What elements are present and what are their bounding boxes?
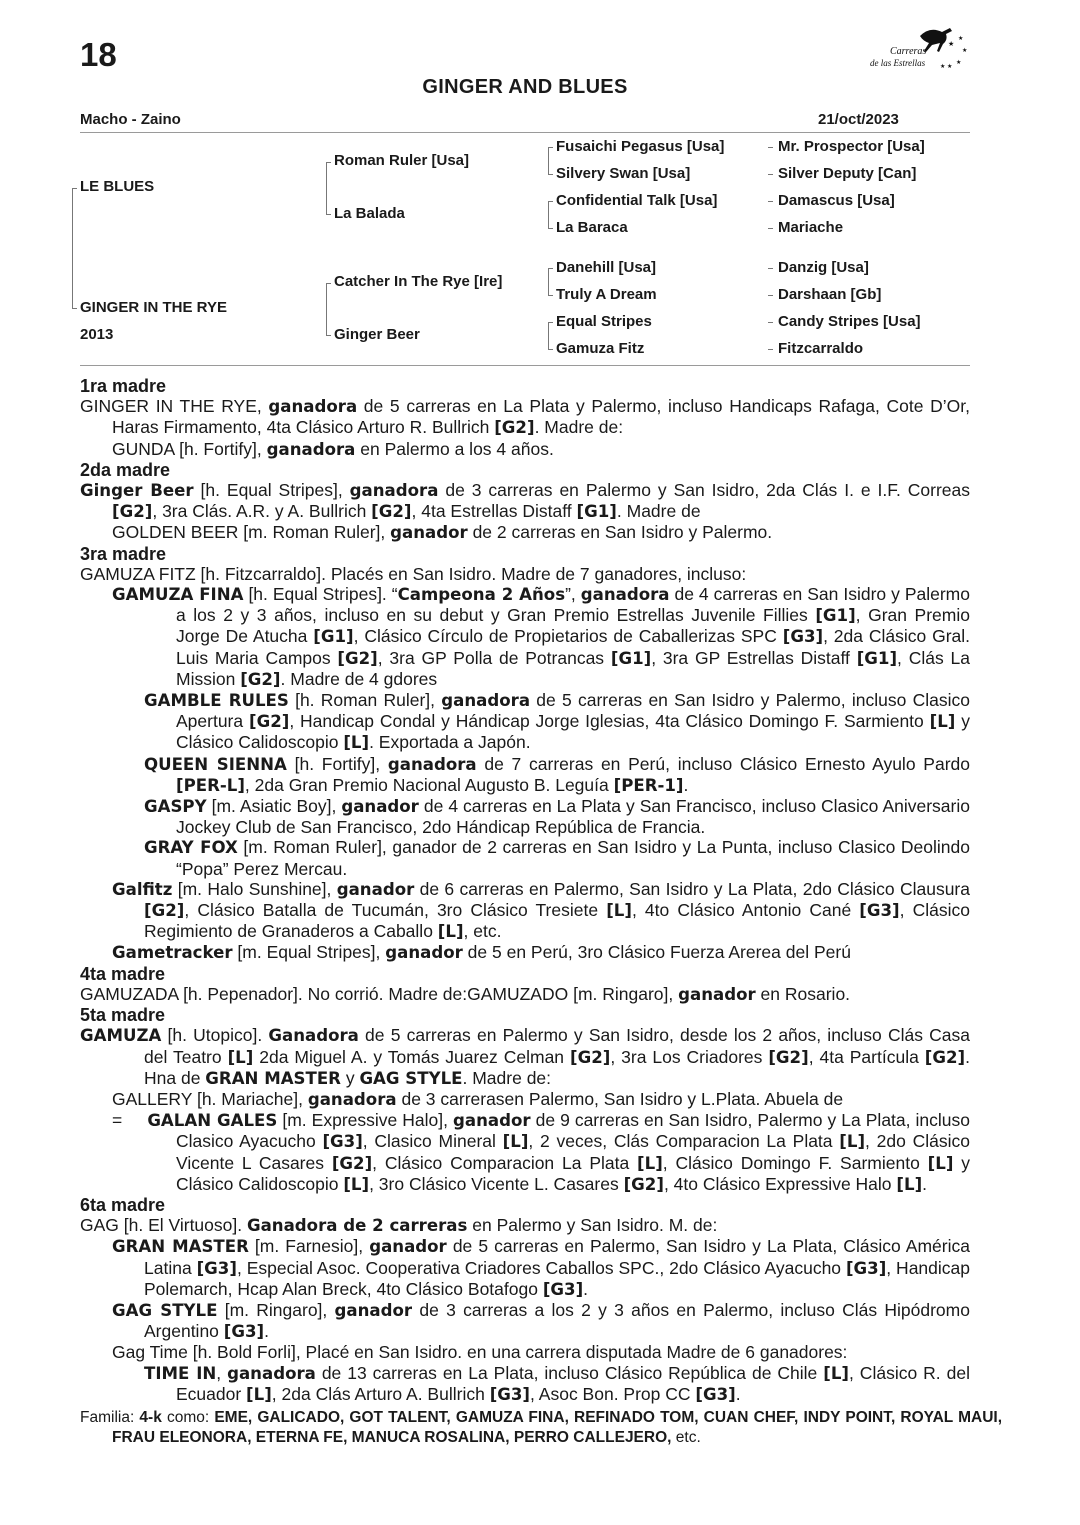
svg-text:★ ★: ★ ★ <box>940 64 953 70</box>
section-heading: 2da madre <box>80 459 171 480</box>
divider-bottom <box>80 365 970 366</box>
horse-name: GINGER AND BLUES <box>422 76 628 98</box>
paragraph: Gag Time [h. Bold Forli], Placé en San Isidro. en una carrera disputada Madre de 6 ganadores: <box>112 1342 848 1363</box>
family-como: como: <box>166 1409 210 1426</box>
gen4-4: Mariache <box>778 219 844 236</box>
gen4-7: Candy Stripes [Usa] <box>778 313 921 330</box>
paragraph: GAG [h. El Virtuoso]. Ganadora de 2 carreras en Palermo y San Isidro. M. de: <box>80 1215 718 1236</box>
gen3-2: Silvery Swan [Usa] <box>556 165 691 182</box>
bracket-gen3b <box>548 201 553 229</box>
bracket-gen3d <box>548 322 553 350</box>
svg-text:★: ★ <box>948 41 955 48</box>
gen4-3: Damascus [Usa] <box>778 192 895 209</box>
family-note <box>80 1408 1002 1448</box>
dam: GINGER IN THE RYE <box>80 299 227 316</box>
paragraph: GRAN MASTER [m. Farnesio], ganador de 5 carreras en Palermo, San Isidro y La Plata, Clásico América Latina [G3], Especial Asoc. Cooperativa Criadores Caballos SPC., 2do Clásico Ayacucho [G3], Handicap Polemarch, Hcap Alan Breck, 4to Clásico Botafogo [G3]. <box>112 1236 971 1299</box>
carreras-estrellas-logo <box>858 24 976 74</box>
sex-color: Macho - Zaino <box>80 111 181 128</box>
gen4-6: Darshaan [Gb] <box>778 286 882 303</box>
paragraph: Ginger Beer [h. Equal Stripes], ganadora de 3 carreras en Palermo y San Isidro, 2da Clás I. e I.F. Correas [G2], 3ra Clás. A.R. y A. Bullrich [G2], 4ta Estrellas Distaff [G1]. Madre de <box>80 480 970 522</box>
gen3-5: Danehill [Usa] <box>556 259 657 276</box>
gen4-2: Silver Deputy [Can] <box>778 165 917 182</box>
paragraph: GAG STYLE [m. Ringaro], ganador de 3 carreras a los 2 y 3 años en Palermo, incluso Clás Hipódromo Argentino [G3]. <box>112 1299 970 1342</box>
paragraph: GALLERY [h. Mariache], ganadora de 3 carrerasen Palermo, San Isidro y L.Plata. Abuela de <box>112 1088 844 1109</box>
svg-text:de las Estrellas: de las Estrellas <box>870 58 926 68</box>
paragraph: GAMUZA [h. Utopico]. Ganadora de 5 carreras en Palermo y San Isidro, desde los 2 años, incluso Clás Casa del Teatro [L] 2da Miguel A. y Tomás Juarez Celman [G2], 3ra Los Criadores [G2], 4ta Partícula [G2]. Hna de GRAN MASTER y GAG STYLE. Madre de: <box>80 1025 970 1088</box>
svg-text:Carreras: Carreras <box>890 46 927 57</box>
bracket-gen3a <box>548 147 553 175</box>
paragraph: Galfitz [m. Halo Sunshine], ganador de 6 carreras en Palermo, San Isidro y La Plata, 2do Clásico Clausura [G2], Clásico Batalla de Tucumán, 3ro Clásico Tresiete [L], 4to Clásico Antonio Cané [G3], Clásico Regimiento de Granaderos a Caballo [L], etc. <box>112 878 970 942</box>
divider-top <box>80 132 970 133</box>
sire: LE BLUES <box>80 178 155 195</box>
family-code: 4-k <box>139 1409 162 1426</box>
dam-dam: Ginger Beer <box>334 326 420 343</box>
bracket-gen1 <box>72 188 77 309</box>
dam-year: 2013 <box>80 326 114 343</box>
paragraph: GASPY [m. Asiatic Boy], ganador de 4 carreras en La Plata y San Francisco, incluso Clasico Aniversario Jockey Club de San Francisco, 2do Hándicap República de Francia. <box>144 796 970 838</box>
page-number: 18 <box>80 36 117 73</box>
paragraph: GAMUZADA [h. Pepenador]. No corrió. Madre de:GAMUZADO [m. Ringaro], ganador en Rosario. <box>80 983 851 1004</box>
gen4-1: Mr. Prospector [Usa] <box>778 138 925 155</box>
paragraph: GAMBLE RULES [h. Roman Ruler], ganadora de 5 carreras en San Isidro y Palermo, incluso Clasico Apertura [G2], Handicap Condal y Hándicap Jorge Iglesias, 4ta Clásico Domingo F. Sarmiento [L] y Clásico Calidoscopio [L]. Exportada a Japón. <box>144 690 971 753</box>
svg-text:★: ★ <box>956 60 962 66</box>
section-heading: 1ra madre <box>80 376 167 396</box>
bracket-gen3c <box>548 268 553 296</box>
gen4-8: Fitzcarraldo <box>778 340 864 357</box>
dam-sire: Catcher In The Rye [Ire] <box>334 273 503 290</box>
gen3-3: Confidential Talk [Usa] <box>556 192 718 209</box>
gen3-4: La Baraca <box>556 219 628 236</box>
paragraph: GAMUZA FINA [h. Equal Stripes]. “Campeona 2 Años”, ganadora de 4 carreras en San Isidro y Palermo a los 2 y 3 años, incluso en su debut y Gran Premio Estrellas Juvenile Fillies [G1], Gran Premio Jorge De Atucha [G1], Clásico Círculo de Propietarios de Caballerizas SPC [G3], 2da Clásico Gral. Luis Maria Campos [G2], 3ra GP Polla de Potrancas [G1], 3ra GP Estrellas Distaff [G1], Clás La Mission [G2]. Madre de 4 gdores <box>112 584 971 689</box>
date: 21/oct/2023 <box>818 111 899 128</box>
section-heading: 5ta madre <box>80 1005 166 1026</box>
paragraph: GINGER IN THE RYE, ganadora de 5 carreras en La Plata y Palermo, incluso Handicaps Rafaga, Cote D’Or, Haras Firmamento, 4ta Clásico Arturo R. Bullrich [G2]. Madre de: <box>80 396 970 438</box>
gen3-8: Gamuza Fitz <box>556 340 645 357</box>
sire-sire: Roman Ruler [Usa] <box>334 152 470 169</box>
family-label: Familia: <box>80 1409 135 1426</box>
bracket-gen2a <box>326 162 331 215</box>
paragraph: GAMUZA FITZ [h. Fitzcarraldo]. Placés en San Isidro. Madre de 7 ganadores, incluso: <box>80 563 747 584</box>
svg-text:★: ★ <box>958 36 964 42</box>
section-heading: 4ta madre <box>80 963 166 984</box>
paragraph: QUEEN SIENNA [h. Fortify], ganadora de 7 carreras en Perú, incluso Clásico Ernesto Ayulo Pardo [PER-L], 2da Gran Premio Nacional Augusto B. Leguía [PER-1]. <box>144 753 970 795</box>
gen3-6: Truly A Dream <box>556 286 657 303</box>
paragraph: = GALAN GALES [m. Expressive Halo], ganador de 9 carreras en San Isidro, Palermo y La Plata, incluso Clasico Ayacucho [G3], Clasico Mineral [L], 2 veces, Clás Comparacion La Plata [L], 2do Clásico Vicente L Casares [G2], Clásico Comparacion La Plata [L], Clásico Domingo F. Sarmiento [L] y Clásico Calidoscopio [L], 3ro Clásico Vicente L. Casares [G2], 4to Clásico Expressive Halo [L]. <box>112 1110 970 1194</box>
sire-dam: La Balada <box>334 205 405 222</box>
bracket-gen2b <box>326 283 331 336</box>
svg-text:★: ★ <box>962 48 968 54</box>
section-heading: 6ta madre <box>80 1194 166 1215</box>
paragraph: GRAY FOX [m. Roman Ruler], ganador de 2 carreras en San Isidro y La Punta, incluso Clasico Deolindo “Popa” Perez Mercau. <box>144 837 970 879</box>
gen4-5: Danzig [Usa] <box>778 259 869 276</box>
paragraph: Gametracker [m. Equal Stripes], ganador de 5 en Perú, 3ro Clásico Fuerza Arerea del Perú <box>112 942 851 963</box>
section-heading: 3ra madre <box>80 543 167 564</box>
family-list: EME, GALICADO, GOT TALENT, GAMUZA FINA, REFINADO TOM, CUAN CHEF, INDY POINT, ROYAL MAUI, FRAU ELEONORA, ETERNA FE, MANUCA ROSALINA, PERRO CALLEJERO, <box>112 1409 1003 1446</box>
paragraph: TIME IN, ganadora de 13 carreras en La Plata, incluso Clásico República de Chile [L], Clásico R. del Ecuador [L], 2da Clás Arturo A. Bullrich [G3], Asoc Bon. Prop CC [G3]. <box>144 1362 970 1404</box>
gen3-1: Fusaichi Pegasus [Usa] <box>556 138 725 155</box>
family-etc: etc. <box>675 1429 701 1446</box>
gen3-7: Equal Stripes <box>556 313 652 330</box>
paragraph: GOLDEN BEER [m. Roman Ruler], ganador de 2 carreras en San Isidro y Palermo. <box>112 522 773 543</box>
paragraph: GUNDA [h. Fortify], ganadora en Palermo a los 4 años. <box>112 438 554 459</box>
produce-record <box>80 376 970 1405</box>
